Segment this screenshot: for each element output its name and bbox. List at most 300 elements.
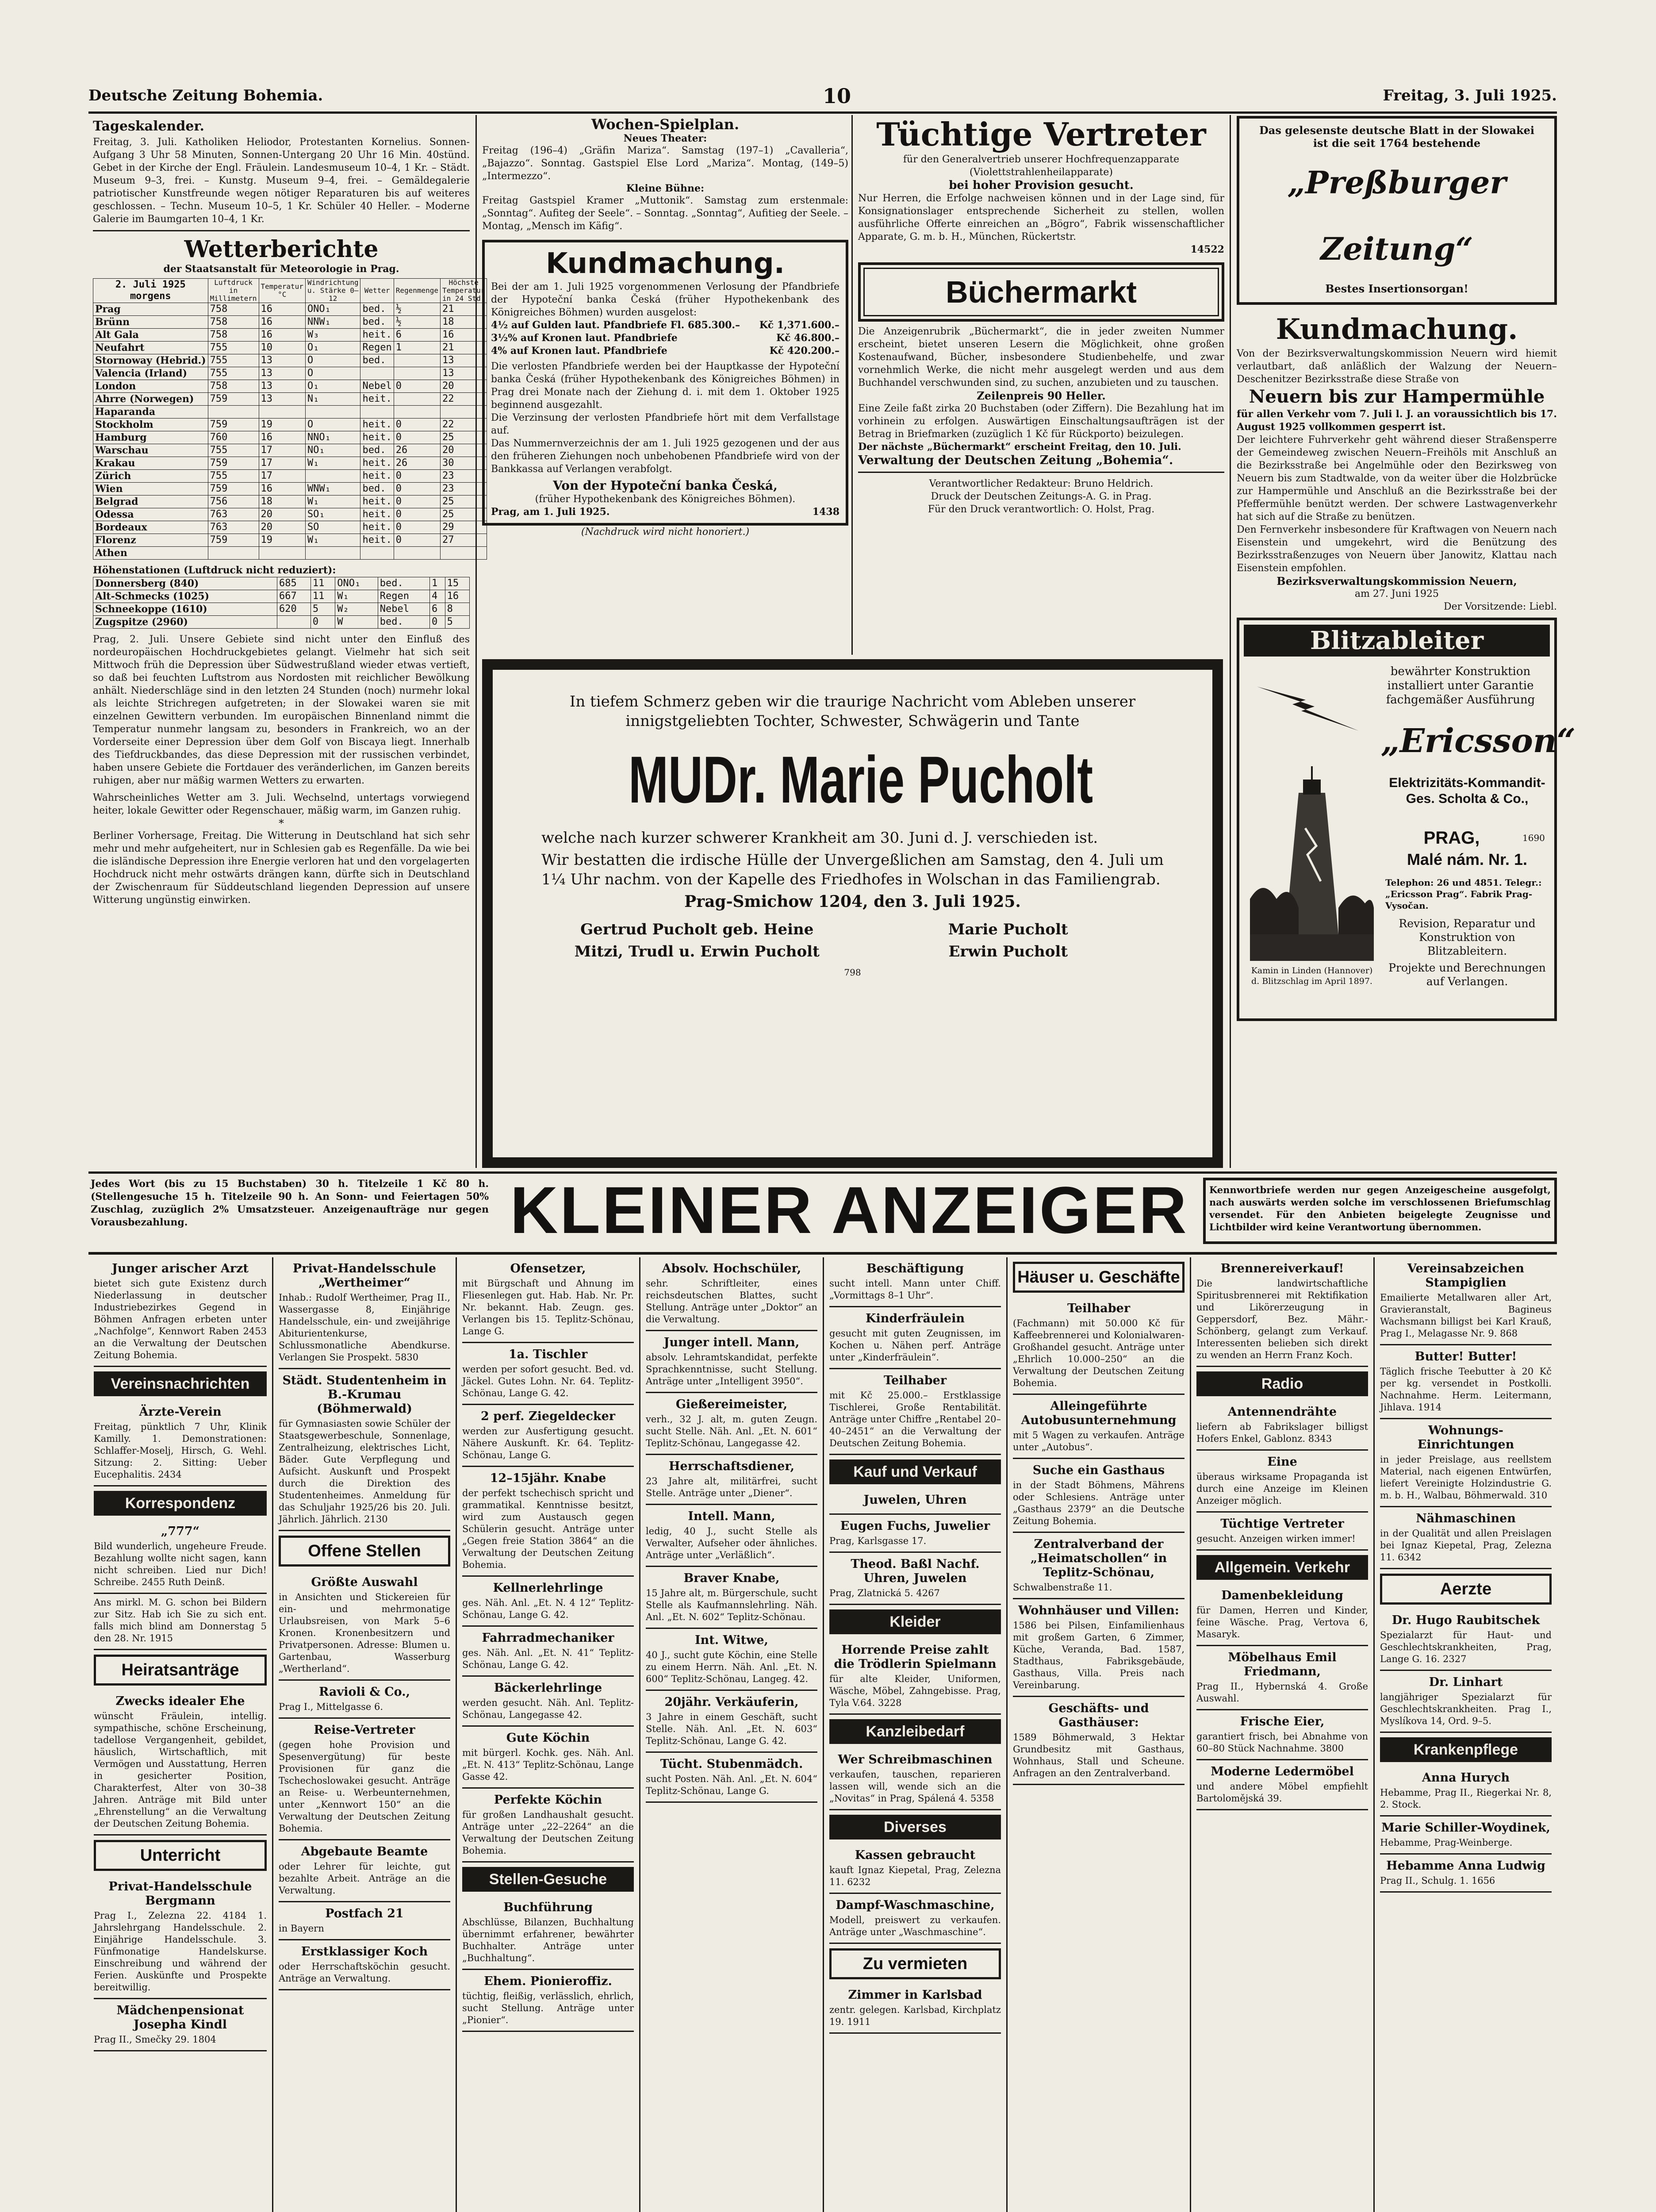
pressburger-line-2: ist die seit 1764 bestehende <box>1313 137 1481 150</box>
classified-ad-title: Ravioli & Co., <box>318 1685 410 1699</box>
classified-ad <box>462 1727 634 1789</box>
weather-row <box>93 508 487 521</box>
weather-cell: 759 <box>208 457 259 470</box>
section-heading: Diverses <box>829 1815 1001 1839</box>
column-middle-left <box>482 116 848 651</box>
weather-table <box>93 278 487 560</box>
classified-ad-title: Dr. Linhart <box>1429 1675 1503 1689</box>
classified-ad-body: Inhab.: Rudolf Wertheimer, Prag II., Wassergasse 8, Einjährige Handelsschule, ein- und zweijährige Abiturientenkurse, Schlussmonatliche Abendkurse. Verlangen Sie Prospekt. 5830 <box>279 1292 450 1363</box>
classified-ad-body: mit 5 Wagen zu verkaufen. Anträge unter „Autobus“. <box>1013 1430 1184 1452</box>
classified-ad-body: Ans mirkl. M. G. schon bei Bildern zur Sitz. Hab ich Sie zu sich ent. falls mich blind am Donnerstag 5 den 28. Nr. 1915 <box>94 1597 267 1644</box>
classified-ad-body: Hebamme, Prag-Weinberge. <box>1380 1837 1513 1848</box>
weather-cell: 763 <box>208 521 259 534</box>
weather-cell: heit. <box>360 457 394 470</box>
classified-ad <box>646 1567 817 1629</box>
death-notice-text-3: Wir bestatten die irdische Hülle der Unvergeßlichen am Samstag, den 4. Juli um 1¼ Uhr nachm. von der Kapelle des Friedhofes in Wolschan in das Familiengrab. <box>541 851 1164 888</box>
classified-ad-body: Prag, Karlsgasse 17. <box>829 1536 927 1546</box>
classified-ad-title: Junger arischer Arzt <box>112 1262 249 1275</box>
classified-ad-title: Erstklassiger Koch <box>301 1945 428 1959</box>
weather-cell: W₃ <box>305 329 360 342</box>
classified-ad-title: Antennendrähte <box>1227 1405 1337 1419</box>
weather-cell: 30 <box>441 457 487 470</box>
weather-cell: 6 <box>394 329 440 342</box>
classified-ad <box>1380 1257 1552 1345</box>
classified-ad-body: werden per sofort gesucht. Bed. vd. Jäckel. Gutes Lohn. Nr. 64. Teplitz-Schönau, Lange G. 42. <box>462 1364 634 1398</box>
section-heading: Kleider <box>829 1609 1001 1634</box>
classified-ad-body: und andere Möbel empfiehlt Bartolomějská 39. <box>1196 1781 1368 1804</box>
classified-ad-body: werden gesucht. Näh. Anl. Teplitz-Schönau, Langegasse 42. <box>462 1697 634 1720</box>
bank-text-2: Die verlosten Pfandbriefe werden bei der Hauptkasse der Hypoteční banka Česká (früher Hypothekenbank des Königreiches Böhmen) in Prag drei Monate nach der Ziehung d. i. mit dem 1. Oktober 1925 beginnend ausgezahlt. <box>491 361 840 411</box>
weather-cell: 26 <box>394 457 440 470</box>
classified-ad-title: Damenbekleidung <box>1221 1589 1343 1602</box>
weather-station: Schneekoppe (1610) <box>93 603 277 616</box>
weather-cell: 0 <box>394 483 440 495</box>
classified-ad-body: mit Bürgschaft und Ahnung im Fliesenlegen gut. Hab. Hab. Nr. Pr. Nr. bekannt. Hab. Zeugn. ges. Verlangen bis 15. Teplitz-Schönau, Lange G. <box>462 1278 634 1336</box>
weather-cell: 26 <box>394 444 440 457</box>
classified-ad-body: ledig, 40 J., sucht Stelle als Verwalter, Aufseher oder ähnliches. Anträge unter „Verläßlich“. <box>646 1526 817 1560</box>
weather-cell: 25 <box>441 495 487 508</box>
header-date: Freitag, 3. Juli 1925. <box>1383 87 1557 104</box>
weather-cell: 29 <box>441 521 487 534</box>
weather-station: Athen <box>93 547 208 560</box>
classified-ad-body: Prag II., Smečky 29. 1804 <box>94 2034 216 2045</box>
classified-ad-title: Mädchenpensionat Josepha Kindl <box>116 2004 244 2032</box>
bank-line-2-label: 3½% auf Kronen laut. Pfandbriefe <box>491 332 678 344</box>
section-heading: Radio <box>1196 1371 1368 1396</box>
classified-ad-title: Anna Hurych <box>1422 1771 1510 1785</box>
weather-cell: W₂ <box>335 603 378 616</box>
hoehen-title: Höhenstationen (Luftdruck nicht reduziert): <box>93 565 336 576</box>
buechermarkt-price: Zeilenpreis 90 Heller. <box>977 389 1106 402</box>
column-left <box>93 119 485 1167</box>
classified-ad-body: Täglich frische Teebutter à 20 Kč per kg. versendet in Postkolli. Nachnahme. Herm. Leitermann, Jihlava. 1914 <box>1380 1366 1552 1413</box>
classified-ad-body: in der Qualität und allen Preislagen bei Ignaz Kiepetal, Prag, Zelezna 11. 6342 <box>1380 1528 1552 1563</box>
classified-ad-title: Privat-Handelsschule „Wertheimer“ <box>292 1262 437 1290</box>
bank-line-3-value: Kč 420.200.– <box>769 345 840 357</box>
spielplan-title: Wochen-Spielplan. <box>591 116 740 133</box>
classified-ad-body: absolv. Lehramtskandidat, perfekte Sprachkenntnisse, sucht Stellung. Anträge unter „Intelligent 3950“. <box>646 1352 817 1386</box>
weather-station: Prag <box>93 303 208 316</box>
classified-ad-body: Schwalbenstraße 11. <box>1013 1582 1112 1593</box>
neuern-text-4: Den Fernverkehr insbesondere für Kraftwagen von Neuern nach Eisenstein und umgekehrt, wird die Benützung des Bezirksstraßenzuges von Neuern über Janowitz, Klattau nach Eisenstein empfohlen. <box>1237 524 1557 574</box>
classified-ad-body: Spezialarzt für Haut- und Geschlechtskrankheiten, Prag, Lange G. 16. 2327 <box>1380 1630 1552 1664</box>
classified-ad <box>462 1405 634 1467</box>
classified-ad-body: (gegen hohe Provision und Spesenvergütung) für beste Provisionen für ganz die Tschechoslowakei gesucht. Anträge an Reise- u. Werbeunternehmen, unter „Kennwort 150“ an die Verwaltung der Deutschen Zeitung Bohemia. <box>279 1740 450 1834</box>
page-header <box>88 84 1557 108</box>
classified-ad <box>646 1691 817 1753</box>
weather-cell <box>277 616 310 629</box>
weather-cell <box>394 393 440 406</box>
weather-cell: 1 <box>394 342 440 354</box>
buechermarkt-next: Der nächste „Büchermarkt“ erscheint Freitag, den 10. Juli. <box>858 441 1181 453</box>
classified-ad-title: Marie Schiller-Woydinek, <box>1381 1821 1550 1835</box>
classified-ad-title: Herrschaftsdiener, <box>669 1459 794 1473</box>
classified-column <box>88 1257 272 2212</box>
classified-ad-title: Städt. Studentenheim in B.-Krumau (Böhmerwald) <box>282 1374 447 1416</box>
bank-text-4: Das Nummernverzeichnis der am 1. Juli 1925 gezogenen und der aus den früheren Ziehungen noch unbehobenen Pfandbriefe wird von der Bankkassa auf Verlangen verabfolgt. <box>491 438 840 475</box>
classified-ad-title: Ärzte-Verein <box>139 1405 222 1419</box>
weather-row <box>93 406 487 419</box>
weather-cell: 0 <box>394 419 440 431</box>
neuern-kundmachung-title: Kundmachung. <box>1276 313 1518 346</box>
buechermarkt-title: Büchermarkt <box>946 275 1137 309</box>
weather-cell: O <box>305 419 360 431</box>
weather-cell: W₁ <box>305 495 360 508</box>
classified-ad-body: sucht Posten. Näh. Anl. „Et. N. 604“ Teplitz-Schönau, Lange G. <box>646 1774 817 1796</box>
bank-announcement <box>482 240 848 526</box>
bank-kundmachung-title: Kundmachung. <box>545 247 785 280</box>
classified-ad-body: Freitag, pünktlich 7 Uhr, Klinik Kamilly. 1. Demonstrationen: Schlaffer-Moselj, Hirsch, G. Wehl. Sitzung: 2. Sitting: Ueber Eucephalitis. 2434 <box>94 1421 267 1480</box>
classified-ad <box>462 1257 634 1343</box>
classified-ad-body: Prag II., Hybernská 4. Große Auswahl. <box>1196 1681 1368 1704</box>
imprint-editor: Verantwortlicher Redakteur: Bruno Heldrich. <box>929 478 1154 489</box>
classified-ad-title: Kinderfräulein <box>866 1312 965 1325</box>
classified-ad-title: Zwecks idealer Ehe <box>115 1694 245 1708</box>
section-heading: Krankenpflege <box>1380 1737 1552 1762</box>
weather-station: Zugspitze (2960) <box>93 616 277 629</box>
vertreter-sub-1: für den Generalvertrieb unserer Hochfrequenzapparate (Violettstrahlenheilapparate) <box>903 154 1180 178</box>
classified-column <box>823 1257 1006 2212</box>
weather-cell: 13 <box>441 367 487 380</box>
header-page-number: 10 <box>823 84 851 108</box>
weather-cell: heit. <box>360 419 394 431</box>
weather-cell: 20 <box>259 521 305 534</box>
imprint-print-resp: Für den Druck verantwortlich: O. Holst, Prag. <box>928 504 1155 515</box>
classified-ad <box>646 1753 817 1803</box>
weather-row <box>93 495 487 508</box>
classified-ad-body: mit bürgerl. Kochk. ges. Näh. Anl. „Et. N. 413“ Teplitz-Schönau, Lange Gasse 42. <box>462 1747 634 1782</box>
classified-ad <box>462 1577 634 1627</box>
blitzableiter-brand: „Ericsson“ <box>1381 722 1576 760</box>
neues-theater-text: Freitag (196–4) „Gräfin Mariza“. Samstag (197–1) „Cavalleria“, „Bajazzo“. Sonntag. Gastspiel Else Lord „Mariza“. Montag, (149–5) „Intermezzo“. <box>482 145 848 182</box>
weather-cell: 22 <box>441 393 487 406</box>
classified-ad <box>1196 1646 1368 1710</box>
section-heading: Unterricht <box>94 1840 267 1871</box>
classified-ad <box>829 1639 1001 1715</box>
weather-cell: O <box>305 367 360 380</box>
classified-ad-body: in Ansichten und Stickereien für ein- und mehrmonatige Urlaubsreisen, von Mark 5–6 Kronen. Kronenbesitzern und Privatpersonen. Adresse: Blumen u. Gartenbau, Wasserburg „Wertherland“. <box>279 1592 450 1674</box>
classified-ad <box>462 1343 634 1405</box>
classified-ad-body: wünscht Fräulein, intellig. sympathische, schöne Erscheinung, tadellose Vergangenheit, gebildet, häuslich, Wirtschaftlich, mit Vermögen und Ausstattung, Herren in gesicherter Position, Charakterfest, Alter von 30–38 Jahren. Anträge mit Bild unter „Ehrenstellung“ an die Verwaltung der Deutschen Zeitung Bohemia. <box>94 1711 267 1829</box>
classified-ad-body: bietet sich gute Existenz durch Niederlassung in deutscher Industriebezirkes Gegend in Böhmen Anfragen erbeten unter „Nachfolge“, Kennwort Raben 2453 an die Verwaltung der Deutschen Zeitung Bohemia. <box>94 1278 267 1360</box>
classified-ad-body: garantiert frisch, bei Abnahme von 60–80 Stück Nachnahme. 3800 <box>1196 1731 1368 1754</box>
weather-cell: 8 <box>445 603 469 616</box>
weather-cell <box>360 406 394 419</box>
weather-cell: 16 <box>441 329 487 342</box>
weather-cell: 0 <box>394 431 440 444</box>
classified-ad-title: Teilhaber <box>1067 1302 1131 1315</box>
death-notice-code: 798 <box>844 967 861 978</box>
weather-cell: 27 <box>441 534 487 547</box>
bank-line-3 <box>491 345 840 357</box>
classified-ad <box>279 1571 450 1681</box>
weather-cell: heit. <box>360 431 394 444</box>
buechermarkt-publisher: Verwaltung der Deutschen Zeitung „Bohemia“. <box>858 453 1173 467</box>
weather-cell: Nebel <box>378 603 429 616</box>
section-heading: Allgemein. Verkehr <box>1196 1555 1368 1580</box>
weather-cell: 755 <box>208 342 259 354</box>
weather-cell: 5 <box>310 603 335 616</box>
weather-cell: 16 <box>259 303 305 316</box>
death-notice-sign-3: Mitzi, Trudl u. Erwin Pucholt <box>574 943 820 960</box>
classified-ad <box>1013 1459 1184 1533</box>
weather-cell: 0 <box>394 470 440 483</box>
classified-column <box>1190 1257 1373 2212</box>
classified-ad <box>1013 1697 1184 1785</box>
classified-ad <box>1380 1345 1552 1419</box>
classified-ad <box>1196 1584 1368 1646</box>
weather-cell: 756 <box>208 495 259 508</box>
classified-ad-title: Frische Eier, <box>1240 1715 1325 1728</box>
weather-cell: ONO₁ <box>335 577 378 590</box>
weather-cell: 755 <box>208 354 259 367</box>
weather-cell: O₁ <box>305 342 360 354</box>
classified-ad <box>279 1902 450 1940</box>
buechermarkt-text-2: Eine Zeile faßt zirka 20 Buchstaben (oder Ziffern). Die Bezahlung hat im vorhinein zu erfolgen. Auswärtigen Einschaltungsaufträgen ist der Betrag in Briefmarken (zuzüglich 1 Kč für Rückporto) beizulegen. <box>858 403 1224 440</box>
blitzableiter-code: 1690 <box>1522 833 1545 843</box>
classified-ad-title: 12–15jähr. Knabe <box>490 1471 606 1485</box>
classified-ad <box>462 1896 634 1970</box>
weather-cell: NNO₁ <box>305 431 360 444</box>
weather-row <box>93 342 487 354</box>
classified-ad <box>1380 1671 1552 1733</box>
bank-signature: Von der Hypoteční banka Česká, <box>553 478 778 493</box>
weather-cell: 21 <box>441 303 487 316</box>
weather-cell: heit. <box>360 521 394 534</box>
weather-cell: 759 <box>208 393 259 406</box>
weather-station: Hamburg <box>93 431 208 444</box>
column-rule-2 <box>851 115 853 655</box>
weather-cell: 5 <box>445 616 469 629</box>
berlin-forecast: Berliner Vorhersage, Freitag. Die Witterung in Deutschland hat sich sehr mehr und mehr aufgeheitert, nur in Schlesien gab es Regenfälle. Da wie bei die isländische Depression ihre Energie verloren hat und den vorgelagerten Hochdruck nicht mehr ostwärts drängen kann, dürfte sich in Deutschland der Zwischenraum für Süddeutschland liegenden Depression auf unsere Witterung ungünstig einwirken. <box>93 830 470 906</box>
classified-ad <box>462 1970 634 2032</box>
kleine-buehne-text: Freitag Gastspiel Kramer „Muttonik“. Samstag zum erstenmale: „Sonntag“. Aufiteg der Seele“. – Sonntag. „Sonntag“, Aufitieg der Seele. – Montag, „Mensch im Käfig“. <box>482 195 848 232</box>
bank-code: 1438 <box>812 506 840 518</box>
weather-cell: 16 <box>259 316 305 329</box>
classified-ad-body: mit Kč 25.000.– Erstklassige Tischlerei, Große Rentabilität. Anträge unter Chiffre „Rentabel 20–40–2451“ an die Verwaltung der Deutschen Zeitung Bohemia. <box>829 1390 1001 1448</box>
weather-cell <box>441 547 487 560</box>
weather-cell: 20 <box>441 380 487 393</box>
classified-ad-title: Wer Schreibmaschinen <box>838 1753 993 1767</box>
bank-line-1-label: 4½ auf Gulden laut. Pfandbriefe Fl. 685.300.– <box>491 319 740 331</box>
weather-station: Alt Gala <box>93 329 208 342</box>
classified-ad <box>1013 1599 1184 1697</box>
kleine-buehne-label: Kleine Bühne: <box>626 183 705 194</box>
classified-ad-title: Eugen Fuchs, Juwelier <box>840 1519 990 1533</box>
classified-ad <box>829 1515 1001 1553</box>
column-right <box>1237 116 1576 1167</box>
classified-ad-title: Eine <box>1267 1455 1297 1469</box>
classified-ad-body: (Fachmann) mit 50.000 Kč für Kaffeebrennerei und Kolonialwaren-Großhandel gesucht. Anträge unter „Ehrlich 10.000–250“ an die Verwaltung der Deutschen Zeitung Bohemia. <box>1013 1318 1184 1388</box>
weather-row <box>93 419 487 431</box>
anzeiger-bottom-rule <box>88 1252 1557 1255</box>
wetter-title: Wetterberichte <box>184 236 379 263</box>
weather-cell: 13 <box>259 367 305 380</box>
weather-col-weather: Wetter <box>360 279 394 303</box>
blitzableiter-company: Elektrizitäts-Kommandit-Ges. Scholta & Co., <box>1389 776 1545 806</box>
classified-ad <box>462 1789 634 1863</box>
classified-ad <box>1196 1760 1368 1810</box>
classified-ad-body: Prag I., Mittelgasse 6. <box>279 1701 383 1712</box>
weather-row <box>93 316 487 329</box>
classified-ad <box>1380 1767 1552 1816</box>
classified-ad-body: kauft Ignaz Kiepetal, Prag, Zelezna 11. 6232 <box>829 1865 1001 1887</box>
weather-cell: 763 <box>208 508 259 521</box>
column-rule-3 <box>1230 115 1231 1168</box>
classified-ad <box>829 1489 1001 1515</box>
weather-cell: heit. <box>360 470 394 483</box>
weather-cell: O₁ <box>305 380 360 393</box>
tageskalender-title: Tageskalender. <box>93 119 204 134</box>
weather-cell: 16 <box>259 483 305 495</box>
weather-row <box>93 616 470 629</box>
weather-cell: 15 <box>445 577 469 590</box>
weather-col-wind: Windrichtung u. Stärke 0–12 <box>305 279 360 303</box>
classified-ad-title: Dampf-Waschmaschine, <box>836 1898 995 1912</box>
classified-ad-body: tüchtig, fleißig, verlässlich, ehrlich, sucht Stellung. Anträge unter „Pionier“. <box>462 1991 634 2025</box>
weather-forecast: Wahrscheinliches Wetter am 3. Juli. Wechselnd, untertags vorwiegend heiter, lokale Gewitter oder Regenschauer, mäßig warm, im Ganzen ruhig. <box>93 792 470 816</box>
weather-cell: 0 <box>310 616 335 629</box>
weather-station: Haparanda <box>93 406 208 419</box>
classified-ad-title: Intell. Mann, <box>688 1509 775 1523</box>
weather-station: Warschau <box>93 444 208 457</box>
death-notice-sign-2: Marie Pucholt <box>948 921 1068 938</box>
weather-col-temp: Temperatur °C <box>259 279 305 303</box>
classified-area <box>88 1257 1557 2212</box>
classified-ad-title: Junger intell. Mann, <box>663 1336 800 1349</box>
weather-row <box>93 329 487 342</box>
classified-ad <box>829 1844 1001 1894</box>
wetter-subtitle: der Staatsanstalt für Meteorologie in Prag. <box>163 263 399 275</box>
weather-cell: 25 <box>441 431 487 444</box>
weather-cell: Nebel <box>360 380 394 393</box>
blitzableiter-text-1: bewährter Konstruktion installiert unter Garantie fachgemäßer Ausführung <box>1386 665 1535 707</box>
weather-cell: 0 <box>394 534 440 547</box>
classified-ad-title: Brennereiverkauf! <box>1220 1262 1344 1275</box>
classified-ad-title: Hebamme Anna Ludwig <box>1386 1859 1545 1873</box>
section-heading: Heiratsanträge <box>94 1655 267 1686</box>
classified-ad <box>646 1505 817 1567</box>
classified-ad-body: Die landwirtschaftliche Spiritusbrennerei mit Rektifikation und Likörerzeugung in Geppersdorf, Bez. Mähr.-Schönberg, gelangt zum Verkauf. Interessenten belieben sich direkt zu wenden an Herrn Franz Koch. <box>1196 1278 1368 1360</box>
star-divider: * <box>279 817 284 830</box>
weather-cell: 758 <box>208 316 259 329</box>
pressburger-ad <box>1237 116 1557 305</box>
weather-cell <box>208 547 259 560</box>
buechermarkt-inner <box>863 268 1219 316</box>
classified-ad-body: für Damen, Herren und Kinder, feine Wäsche. Prag, Vertova 6, Masaryk. <box>1196 1605 1368 1640</box>
classified-ad <box>462 1627 634 1677</box>
weather-cell: 23 <box>441 470 487 483</box>
buechermarkt-text: Die Anzeigenrubrik „Büchermarkt“, die in jeder zweiten Nummer erscheint, bietet unseren Lesern die Möglichkeit, ohne großen Kostenaufwand, Bücher, insbesondere Studienbehelfe, und zwar vornehmlich Werke, die nicht mehr ausgelegt werden und aus dem Buchhandel verschwunden sind, zu suchen, anzubieten und zu tauschen. <box>858 326 1224 388</box>
weather-row <box>93 354 487 367</box>
classified-ad-body: für Gymnasiasten sowie Schüler der Staatsgewerbeschule, Sonnenlage, Zentralheizung, elektrisches Licht, Bäder. Gute Verpflegung und Aufsicht. Auskunft und Prospekt durch die Direktion des Studentenheimes. Anmeldung für das Schuljahr 1925/26 bis 20. Juli. Jährlich. Jährlich. 2130 <box>279 1418 450 1525</box>
vertreter-sub-2: bei hoher Provision gesucht. <box>949 179 1134 192</box>
weather-row <box>93 521 487 534</box>
weather-cell: bed. <box>360 303 394 316</box>
weather-station: Krakau <box>93 457 208 470</box>
weather-cell: 685 <box>277 577 310 590</box>
classified-ad <box>94 1690 267 1836</box>
weather-station: Florenz <box>93 534 208 547</box>
weather-cell: 13 <box>441 354 487 367</box>
weather-cell: NO₁ <box>305 444 360 457</box>
weather-cell: 6 <box>429 603 445 616</box>
weather-cell <box>441 406 487 419</box>
section-heading: Kauf und Verkauf <box>829 1459 1001 1484</box>
weather-cell: 20 <box>441 444 487 457</box>
bank-line-2 <box>491 332 840 345</box>
classified-ad <box>279 1840 450 1902</box>
weather-row <box>93 577 470 590</box>
weather-row <box>93 534 487 547</box>
weather-report: Prag, 2. Juli. Unsere Gebiete sind nicht unter den Einfluß des nordeuropäischen Hochdruckgebietes gelangt. Vielmehr hat sich seit Mittwoch früh die Depression über Südwestrußland wieder etwas vertieft, so daß bei feuchten Luftstrom aus Nordosten mit reichlicher Bewölkung anhält. Niederschläge sind in den letzten 24 Stunden (noch) nurmehr lokal als leichte Strichregen aufgetreten; in der Slowakei waren sie mit einzelnen Gewittern verbunden. Im europäischen Binnenland nimmt die Temperatur nunmehr langsam zu, besonders in Frankreich, wo an der Vorderseite einer Depression über dem Golf von Biscaya liegt. Innerhalb des Tiefdruckbandes, das diese Depression mit der russischen verbindet, haben unsere Gebiete die Fortdauer des veränderlichen, im Ganzen bereits ruhigen, aber nur mäßig warmen Wetters zu erwarten. <box>93 634 470 786</box>
weather-cell: heit. <box>360 534 394 547</box>
weather-cell: O <box>305 354 360 367</box>
classified-ad-title: Suche ein Gasthaus <box>1032 1463 1165 1477</box>
classified-ad <box>1196 1451 1368 1513</box>
section-heading: Korrespondenz <box>94 1491 267 1516</box>
weather-row <box>93 393 487 406</box>
classified-ad-body: Hebamme, Prag II., Riegerkai Nr. 8, 2. Stock. <box>1380 1787 1552 1810</box>
classified-ad-body: für alte Kleider, Uniformen, Wäsche, Möbel, Zahngebisse. Prag, Tyla V.64. 3228 <box>829 1674 1001 1708</box>
weather-cell: 758 <box>208 303 259 316</box>
bank-text-1: Bei der am 1. Juli 1925 vorgenommenen Verlosung der Pfandbriefe der Hypoteční banka Česká (früher Hypothekenbank des Königreiches Böhmen) wurden ausgelost: <box>491 281 840 318</box>
classified-ad-title: Gute Köchin <box>506 1731 590 1745</box>
classified-ad <box>1013 1533 1184 1599</box>
classified-ad-title: Tüchtige Vertreter <box>1220 1517 1344 1531</box>
death-notice-text-2: welche nach kurzer schwerer Krankheit am 30. Juni d. J. verschieden ist. <box>541 829 1098 847</box>
weather-cell: 758 <box>208 329 259 342</box>
weather-station: Alt-Schmecks (1025) <box>93 590 277 603</box>
weather-cell: 758 <box>208 380 259 393</box>
weather-cell: 0 <box>394 521 440 534</box>
classified-ad-body: Bild wunderlich, ungeheure Freude. Bezahlung wollte nicht sagen, kann nicht schreiben. Lied nur Dich! Schreibe. 2455 Ruth Deinß. <box>94 1541 267 1587</box>
weather-station: Stockholm <box>93 419 208 431</box>
weather-date-header: 2. Juli 1925 morgens <box>93 279 208 303</box>
classified-ad-body: liefern ab Fabrikslager billigst Hofers Enkel, Gablonz. 8343 <box>1196 1421 1368 1444</box>
classified-column <box>1006 1257 1190 2212</box>
classified-ad-body: ges. Näh. Anl. „Et. N. 41“ Teplitz-Schönau, Lange G. 42. <box>462 1647 634 1670</box>
weather-cell: bed. <box>360 483 394 495</box>
weather-cell: 759 <box>208 483 259 495</box>
classified-ad <box>94 1999 267 2051</box>
classified-ad-title: Gießereimeister, <box>675 1398 788 1411</box>
section-heading: Aerzte <box>1380 1574 1552 1605</box>
weather-cell <box>394 367 440 380</box>
classified-ad <box>646 1331 817 1393</box>
weather-station: Ahrre (Norwegen) <box>93 393 208 406</box>
classified-ad-body: langjähriger Spezialarzt für Geschlechtskrankheiten. Prag I., Myslíkova 14, Ord. 9–5. <box>1380 1692 1552 1726</box>
weather-row <box>93 444 487 457</box>
weather-row <box>93 431 487 444</box>
classified-ad-body: gesucht. Anzeigen wirken immer! <box>1196 1533 1356 1544</box>
classified-ad <box>646 1257 817 1331</box>
tageskalender-text: Freitag, 3. Juli. Katholiken Heliodor, Protestanten Kornelius. Sonnen-Aufgang 3 Uhr 58 Minuten, Sonnen-Untergang 20 Uhr 16 Min. 40stünd. Gebet in der Kirche der Engl. Fräulein. Landesmuseum 10–4, 1 Kr. – Städt. Museum 9–3, frei. – Kunstg. Museum 9–4, frei. – Gemäldegalerie patriotischer Kunstfreunde wegen nötiger Reparaturen bis auf weiteres geschlossen. – Techn. Museum 10–5, 1 Kr. Schüler 40 Heller. – Moderne Galerie im Baumgarten 10–4, 1 Kr. <box>93 137 470 225</box>
death-notice <box>482 659 1223 1168</box>
weather-cell: SO₁ <box>305 508 360 521</box>
classified-ad-body: zentr. gelegen. Karlsbad, Kirchplatz 19. 1911 <box>829 2005 1001 2027</box>
weather-cell: heit. <box>360 329 394 342</box>
weather-cell: W₁ <box>305 457 360 470</box>
weather-station: Valencia (Irland) <box>93 367 208 380</box>
weather-cell: 667 <box>277 590 310 603</box>
weather-cell: W₁ <box>335 590 378 603</box>
weather-cell: bed. <box>360 316 394 329</box>
weather-cell <box>259 406 305 419</box>
classified-ad <box>1196 1710 1368 1760</box>
classified-ad <box>1013 1395 1184 1459</box>
anzeiger-right-note: Kennwortbriefe werden nur gegen Anzeigescheine ausgefolgt, nach auswärts werden solche im verschlossenen Briefumschlag versendet. Für den Anbieten beigelegte Zeugnisse und Lichtbilder wird keine Verantwortung übernommen. <box>1203 1178 1557 1244</box>
